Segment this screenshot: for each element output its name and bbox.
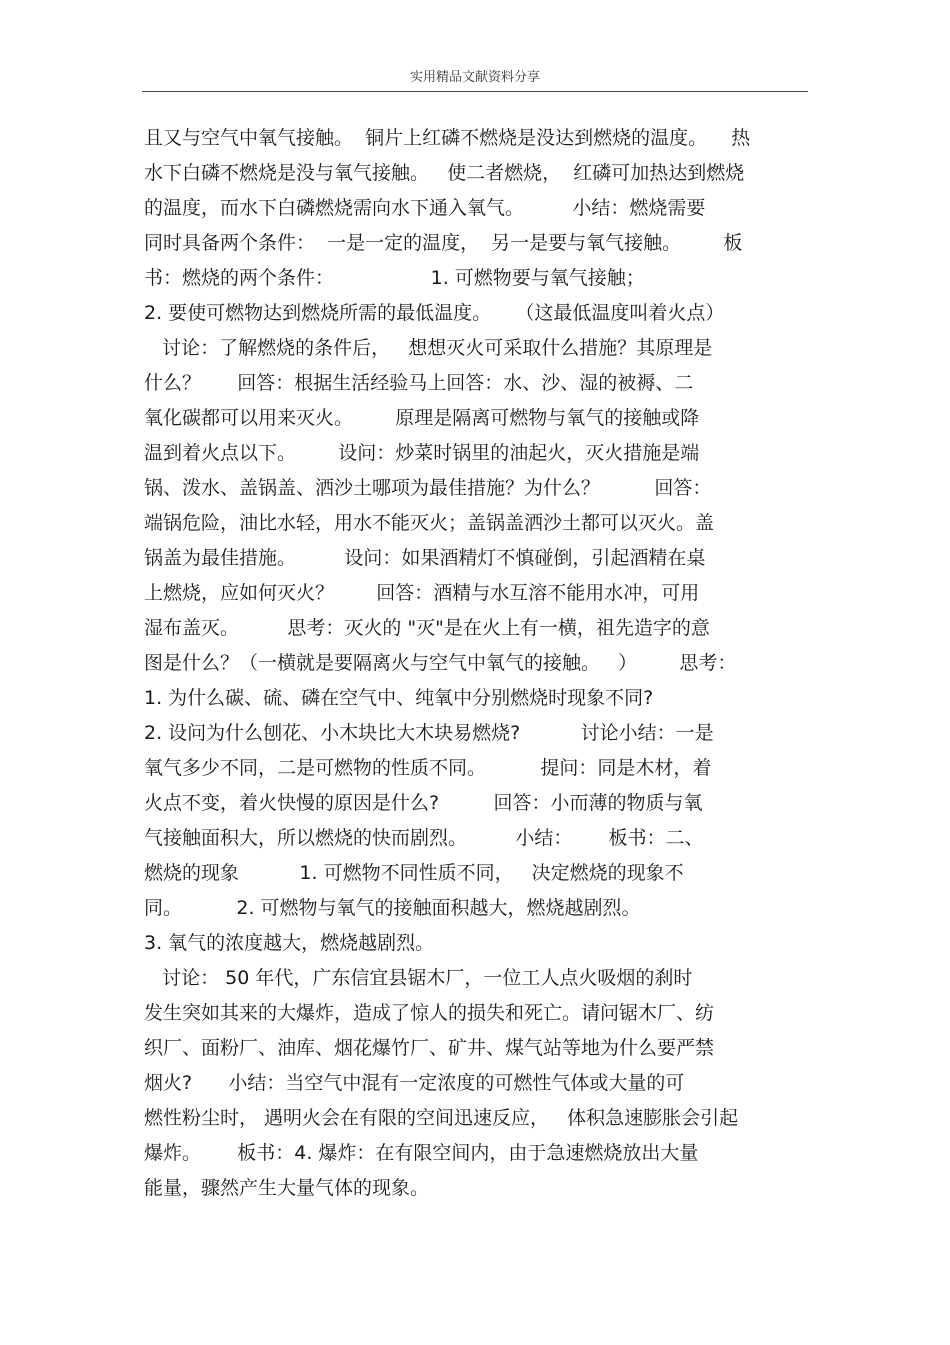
text-line: 1. 为什么碳、硫、磷在空气中、纯氧中分别燃烧时现象不同? [144, 687, 654, 709]
text-line: 温到着火点以下。 设问：炒菜时锅里的油起火，灭火措施是端 [144, 442, 700, 464]
text-line: 2. 设问为什么刨花、小木块比大木块易燃烧? 讨论小结：一是 [144, 722, 714, 744]
text-line: 烟火? 小结：当空气中混有一定浓度的可燃性气体或大量的可 [144, 1072, 685, 1094]
text-line: 能量，骤然产生大量气体的现象。 [144, 1177, 430, 1199]
text-line: 发生突如其来的大爆炸，造成了惊人的损失和死亡。请问锯木厂、纺 [144, 1002, 715, 1024]
document-body [144, 121, 808, 1206]
text-line: 3. 氧气的浓度越大，燃烧越剧烈。 [144, 932, 435, 954]
text-line: 图是什么？（一横就是要隔离火与空气中氧气的接触。 ） 思考： [144, 652, 737, 674]
text-line: 火点不变，着火快慢的原因是什么? 回答：小而薄的物质与氧 [144, 792, 703, 814]
text-line: 的温度，而水下白磷燃烧需向水下通入氧气。 小结：燃烧需要 [144, 197, 706, 219]
text-line: 且又与空气中氧气接触。 铜片上红磷不燃烧是没达到燃烧的温度。 热 [144, 127, 751, 149]
text-line: 水下白磷不燃烧是没与氧气接触。 使二者燃烧， 红磷可加热达到燃烧 [144, 162, 745, 184]
text-line: 氧化碳都可以用来灭火。 原理是隔离可燃物与氧气的接触或降 [144, 407, 700, 429]
text-line: 燃性粉尘时， 遇明火会在有限的空间迅速反应， 体积急速膨胀会引起 [144, 1107, 739, 1129]
text-line: 什么？ 回答：根据生活经验马上回答：水、沙、湿的被褥、二 [144, 372, 694, 394]
text-line: 讨论：了解燃烧的条件后， 想想灭火可采取什么措施？其原理是 [144, 337, 713, 359]
text-line: 织厂、面粉厂、油库、烟花爆竹厂、矿井、煤气站等地为什么要严禁 [144, 1037, 715, 1059]
text-line: 氧气多少不同，二是可燃物的性质不同。 提问：同是木材，着 [144, 757, 712, 779]
text-line: 锅、泼水、盖锅盖、洒沙土哪项为最佳措施？为什么？ 回答： [144, 477, 712, 499]
text-line: 书：燃烧的两个条件： 1. 可燃物要与氧气接触； [144, 267, 645, 289]
text-line: 端锅危险，油比水轻，用水不能灭火；盖锅盖洒沙土都可以灭火。盖 [144, 512, 715, 534]
text-line: 湿布盖灭。 思考：灭火的 "灭"是在火上有一横，祖先造字的意 [144, 617, 710, 639]
text-line: 同时具备两个条件： 一是一定的温度， 另一是要与氧气接触。 板 [144, 232, 743, 254]
text-line: 气接触面积大，所以燃烧的快而剧烈。 小结： 板书：二、 [144, 827, 704, 849]
text-line: 2. 要使可燃物达到燃烧所需的最低温度。 （这最低温度叫着火点） [144, 302, 725, 324]
text-line: 燃烧的现象 1. 可燃物不同性质不同， 决定燃烧的现象不 [144, 862, 684, 884]
text-line: 讨论： 50 年代，广东信宜县锯木厂，一位工人点火吸烟的刹时 [144, 967, 693, 989]
text-line: 锅盖为最佳措施。 设问：如果酒精灯不慎碰倒，引起酒精在桌 [144, 547, 706, 569]
text-line: 爆炸。 板书：4. 爆炸：在有限空间内，由于急速燃烧放出大量 [144, 1142, 699, 1164]
text-line: 上燃烧，应如何灭火？ 回答：酒精与水互溶不能用水冲，可用 [144, 582, 700, 604]
header-divider [142, 91, 808, 92]
text-line: 同。 2. 可燃物与氧气的接触面积越大，燃烧越剧烈。 [144, 897, 641, 919]
page-header: 实用精品文献资料分享 [409, 70, 540, 85]
